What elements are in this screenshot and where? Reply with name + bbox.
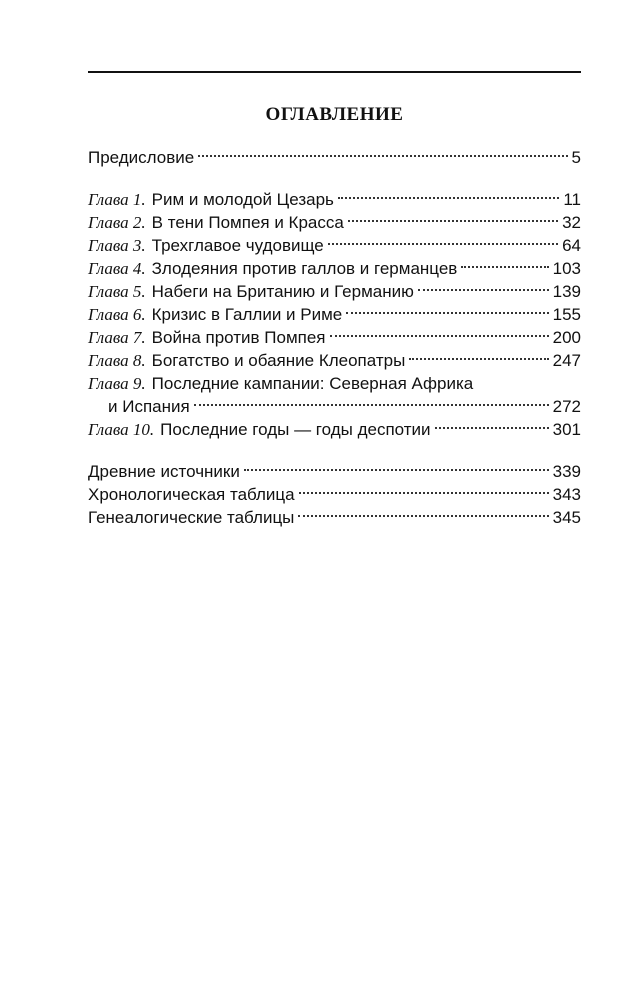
page-number: 139 (552, 282, 581, 301)
entry-title: Древние источники (88, 462, 240, 481)
page-title: ОГЛАВЛЕНИЕ (265, 104, 404, 125)
entry-title: Предисловие (88, 148, 195, 167)
toc-entry-chapter-1[interactable] (88, 188, 581, 211)
toc-entry-chapter-9-continued[interactable] (88, 395, 581, 418)
dot-leader (194, 404, 549, 406)
dot-leader (244, 469, 549, 471)
entry-title: Кризис в Галлии и Риме (151, 305, 343, 324)
page-number: 339 (552, 462, 581, 481)
page-number: 155 (552, 305, 581, 324)
dot-leader (198, 155, 567, 157)
dot-leader (328, 243, 558, 245)
entry-title: Война против Помпея (151, 328, 326, 347)
toc-entry-chapter-5[interactable] (88, 280, 581, 303)
toc-appendices-group (88, 460, 581, 529)
entry-title: Хронологическая таблица (88, 485, 295, 504)
page-number: 301 (552, 420, 581, 439)
page-number: 11 (563, 190, 581, 209)
chapter-prefix: Глава 4. (88, 259, 146, 278)
toc-chapters-group (88, 188, 581, 441)
toc-entry-chapter-9[interactable] (88, 372, 581, 395)
page-number: 343 (552, 485, 581, 504)
page-number: 103 (552, 259, 581, 278)
page-number: 32 (562, 213, 581, 232)
page-number: 5 (571, 148, 581, 167)
chapter-prefix: Глава 3. (88, 236, 146, 255)
entry-title-continued: и Испания (108, 397, 190, 416)
dot-leader (409, 358, 548, 360)
chapter-prefix: Глава 9. (88, 374, 146, 393)
toc-entry-chapter-8[interactable] (88, 349, 581, 372)
dot-leader (338, 197, 559, 199)
entry-title: Набеги на Британию и Германию (151, 282, 414, 301)
dot-leader (461, 266, 548, 268)
dot-leader (348, 220, 558, 222)
chapter-prefix: Глава 10. (88, 420, 155, 439)
entry-title: Генеалогические таблицы (88, 508, 295, 527)
dot-leader (298, 515, 548, 517)
toc-entry-chronology[interactable] (88, 483, 581, 506)
toc-entry-chapter-3[interactable] (88, 234, 581, 257)
dot-leader (299, 492, 549, 494)
chapter-prefix: Глава 6. (88, 305, 146, 324)
chapter-prefix: Глава 2. (88, 213, 146, 232)
toc-entry-preface[interactable] (88, 146, 581, 169)
toc-preface-group (88, 146, 581, 169)
entry-title: Рим и молодой Цезарь (151, 190, 334, 209)
entry-title: Последние годы — годы деспотии (160, 420, 431, 439)
page-number: 272 (552, 397, 581, 416)
dot-leader (435, 427, 549, 429)
toc-entry-ancient-sources[interactable] (88, 460, 581, 483)
entry-title: Злодеяния против галлов и германцев (151, 259, 458, 278)
entry-title: Трехглавое чудовище (151, 236, 324, 255)
toc-entry-chapter-6[interactable] (88, 303, 581, 326)
dot-leader (418, 289, 549, 291)
toc-entry-genealogy[interactable] (88, 506, 581, 529)
dot-leader (330, 335, 549, 337)
toc-entry-chapter-2[interactable] (88, 211, 581, 234)
dot-leader (346, 312, 548, 314)
top-rule (88, 71, 581, 73)
chapter-prefix: Глава 8. (88, 351, 146, 370)
page-number: 247 (552, 351, 581, 370)
chapter-prefix: Глава 5. (88, 282, 146, 301)
toc-entry-chapter-4[interactable] (88, 257, 581, 280)
page-number: 64 (562, 236, 581, 255)
toc-entry-chapter-10[interactable] (88, 418, 581, 441)
chapter-prefix: Глава 1. (88, 190, 146, 209)
page-number: 345 (552, 508, 581, 527)
chapter-prefix: Глава 7. (88, 328, 146, 347)
entry-title: Последние кампании: Северная Африка (151, 374, 474, 393)
table-of-contents (88, 146, 581, 529)
page-number: 200 (552, 328, 581, 347)
toc-entry-chapter-7[interactable] (88, 326, 581, 349)
entry-title: Богатство и обаяние Клеопатры (151, 351, 406, 370)
entry-title: В тени Помпея и Красса (151, 213, 344, 232)
